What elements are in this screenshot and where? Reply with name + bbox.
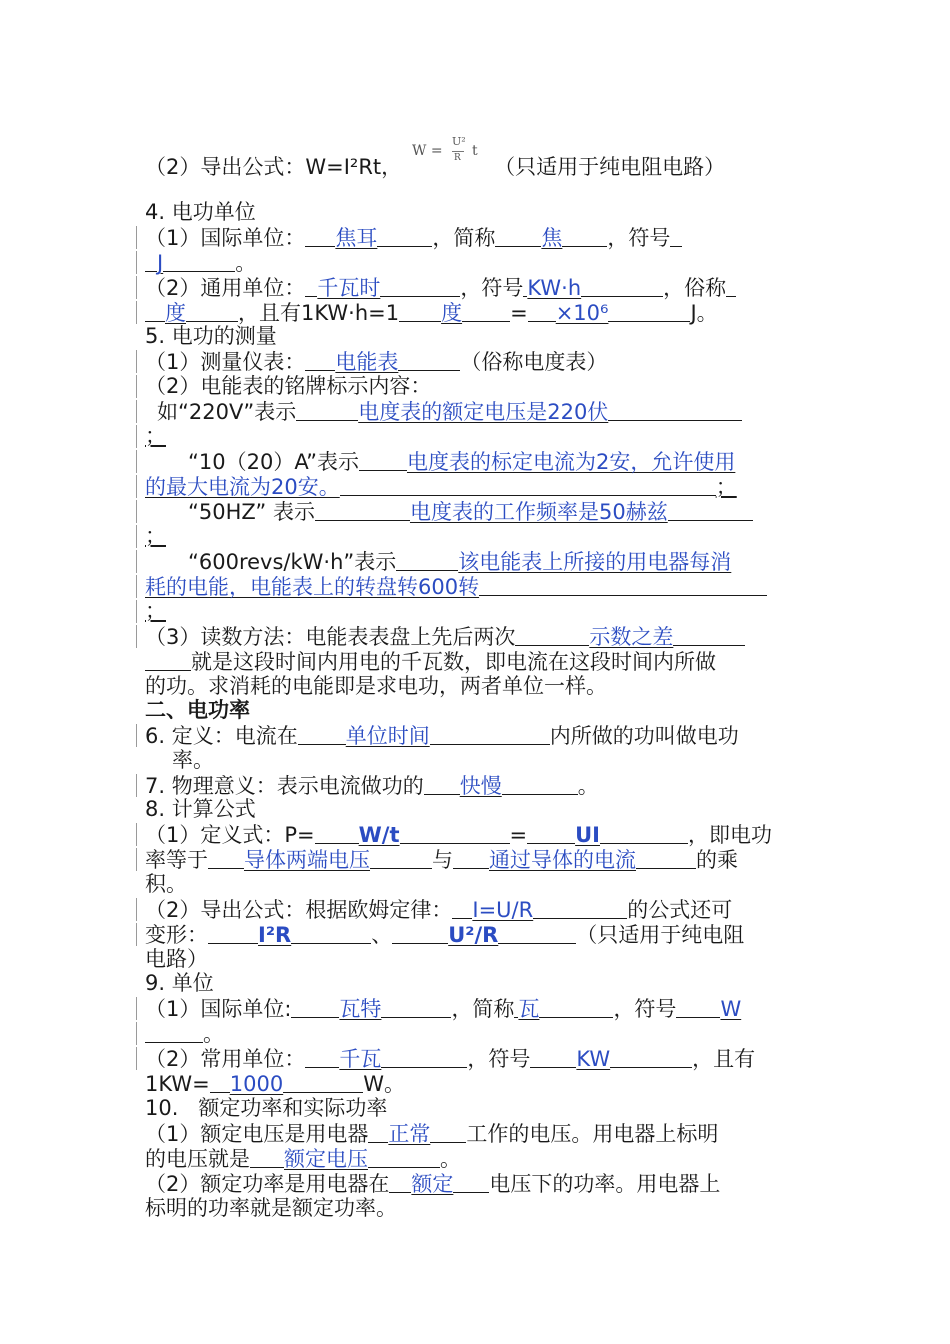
text: （1）国际单位：	[145, 226, 306, 250]
section-heading	[145, 797, 256, 822]
text: 的乘	[696, 848, 738, 872]
heading-text: 9. 单位	[145, 971, 214, 995]
text-line	[145, 1021, 224, 1046]
text: 、	[371, 923, 393, 947]
answer: W/t	[358, 823, 400, 847]
text: （2）导出公式：W=I²Rt，	[145, 155, 403, 179]
text-line	[145, 524, 166, 549]
text-line	[145, 723, 739, 748]
text: ，俗称	[663, 276, 727, 300]
text: ；	[145, 524, 166, 548]
text: ，简称	[451, 997, 515, 1021]
text-line	[145, 1046, 755, 1071]
text: ；	[145, 599, 166, 623]
answer: 焦	[541, 226, 563, 250]
answer: 千瓦时	[317, 276, 381, 300]
text-line	[145, 349, 607, 374]
text: （1）国际单位:	[145, 997, 292, 1021]
answer: 额定	[411, 1172, 454, 1196]
text-line	[145, 275, 736, 300]
answer: 焦耳	[335, 226, 378, 250]
answer: UI	[575, 823, 600, 847]
answer: 正常	[388, 1122, 431, 1146]
text: “600revs/kW·h”表示	[188, 550, 397, 574]
text: 率等于	[145, 848, 208, 872]
answer: KW·h	[527, 276, 582, 300]
answer: 通过导体的电流	[489, 848, 636, 872]
answer: 电度表的额定电压是220伏	[358, 400, 609, 424]
text-line	[145, 872, 187, 897]
answer: 的最大电流为20安。	[145, 475, 340, 499]
text-line	[145, 549, 731, 574]
section-heading	[145, 324, 277, 349]
text: ，符号	[607, 226, 671, 250]
answer: 电能表	[335, 350, 399, 374]
text: 如“220V”表示	[157, 400, 297, 424]
text: 的公式还可	[627, 898, 733, 922]
text-line	[145, 1071, 405, 1096]
text-line	[145, 847, 738, 872]
answer: U²/R	[448, 923, 499, 947]
text: （1）测量仪表：	[145, 350, 306, 374]
text: （2）电能表的铭牌标示内容：	[145, 374, 432, 398]
section-heading	[145, 971, 214, 996]
answer: I²R	[258, 923, 292, 947]
text: 电压下的功率。用电器上	[489, 1172, 721, 1196]
text: （2）导出公式：根据欧姆定律：	[145, 898, 453, 922]
text: ，符号	[460, 276, 524, 300]
text: （俗称电度表）	[460, 350, 608, 374]
section-heading	[145, 698, 250, 723]
text: 的电压就是	[145, 1147, 250, 1171]
answer: 该电能表上所接的用电器每消	[458, 550, 732, 574]
answer: 瓦特	[339, 997, 382, 1021]
text-line	[145, 424, 166, 449]
text-line	[145, 474, 737, 499]
text: 变形：	[145, 923, 208, 947]
text-line	[145, 1171, 720, 1196]
text: 。	[577, 774, 599, 798]
answer: 额定电压	[284, 1147, 368, 1171]
text: 。	[203, 1022, 224, 1046]
formula-t: t	[472, 143, 478, 159]
text: 电路）	[145, 947, 208, 971]
text: （3）读数方法：电能表表盘上先后两次	[145, 625, 516, 649]
answer: I=U/R	[472, 898, 534, 922]
text: 内所做的功叫做电功	[549, 724, 739, 748]
answer: 度	[165, 301, 186, 325]
text: 的功。求消耗的电能即是求电功，两者单位一样。	[145, 674, 607, 698]
answer: 瓦	[518, 997, 540, 1021]
text: 。	[235, 251, 257, 275]
text-line	[145, 374, 431, 399]
text: （2）额定功率是用电器在	[145, 1172, 390, 1196]
formula-numerator: U²	[452, 135, 466, 148]
text-line	[145, 947, 208, 972]
answer: 耗的电能，电能表上的转盘转600转	[145, 575, 480, 599]
text-line	[145, 773, 599, 798]
answer: 单位时间	[345, 724, 430, 748]
text-line	[145, 574, 767, 599]
text: ，符号	[613, 997, 677, 1021]
text: J。	[690, 301, 718, 325]
text: 积。	[145, 872, 187, 896]
text: ；	[715, 475, 737, 499]
text-line	[145, 1146, 461, 1171]
text: （2）通用单位：	[145, 276, 306, 300]
text-line	[145, 225, 682, 250]
fraction-bar	[452, 151, 464, 152]
formula-denominator: R	[454, 153, 461, 163]
text: （只适用于纯电阻电路）	[494, 155, 726, 179]
heading-text: 二、电功率	[145, 698, 250, 722]
text: =	[510, 301, 528, 325]
text-line	[145, 674, 607, 699]
text-line	[145, 922, 744, 947]
text: 7. 物理意义：表示电流做功的	[145, 774, 424, 798]
text-line	[145, 250, 256, 275]
text-line	[145, 499, 753, 524]
answer: 电度表的工作频率是50赫兹	[409, 500, 668, 524]
text: （只适用于纯电阻	[576, 923, 745, 947]
text: 率。	[172, 748, 214, 772]
section-heading	[145, 1096, 387, 1121]
heading-text: 10. 额定功率和实际功率	[145, 1096, 388, 1120]
answer: KW	[576, 1047, 611, 1071]
formula-image	[412, 135, 482, 171]
text: ；	[145, 424, 166, 448]
text: 。	[440, 1147, 461, 1171]
text-line	[145, 822, 772, 847]
text: （1）额定电压是用电器	[145, 1122, 369, 1146]
text-line	[145, 897, 732, 922]
text: 标明的功率就是额定功率。	[145, 1196, 397, 1220]
text-line	[145, 649, 716, 674]
text: 与	[432, 848, 453, 872]
answer: 千瓦	[339, 1047, 382, 1071]
text: ，简称	[432, 226, 496, 250]
text: ，即电功	[687, 823, 772, 847]
text: （2）常用单位：	[145, 1047, 306, 1071]
answer: 度	[441, 301, 463, 325]
answer: W	[720, 997, 742, 1021]
text: 6. 定义：电流在	[145, 724, 298, 748]
answer: 快慢	[459, 774, 502, 798]
text: （1）定义式：P=	[145, 823, 315, 847]
text-line	[145, 624, 745, 649]
text-line	[145, 996, 741, 1021]
text: 工作的电压。用电器上标明	[466, 1122, 719, 1146]
answer: 电度表的标定电流为2安，允许使用	[406, 450, 736, 474]
answer: ×10⁶	[555, 301, 609, 325]
heading-text: 5. 电功的测量	[145, 324, 277, 348]
answer: 导体两端电压	[244, 848, 370, 872]
text-line	[145, 1196, 397, 1221]
text-line	[145, 748, 214, 773]
text: “10（20）A”表示	[188, 450, 359, 474]
text: W。	[363, 1072, 405, 1096]
formula-w: W =	[412, 143, 443, 159]
heading-text: 4. 电功单位	[145, 200, 256, 224]
answer: 1000	[229, 1072, 284, 1096]
text-line	[145, 449, 735, 474]
heading-text: 8. 计算公式	[145, 797, 256, 821]
answer: J	[157, 251, 164, 275]
text-line	[145, 1121, 718, 1146]
answer: 示数之差	[589, 625, 674, 649]
text-line	[145, 300, 718, 325]
text-line	[145, 399, 742, 424]
text: “50HZ” 表示	[188, 500, 315, 524]
text: 1KW=	[145, 1072, 210, 1096]
section-heading	[145, 200, 256, 225]
text-line	[145, 599, 166, 624]
text: =	[509, 823, 528, 847]
text: ，且有	[692, 1047, 756, 1071]
text: 就是这段时间内用电的千瓦数，即电流在这段时间内所做	[191, 650, 716, 674]
text: ，且有1KW·h=1	[238, 301, 400, 325]
text: ，符号	[467, 1047, 531, 1071]
